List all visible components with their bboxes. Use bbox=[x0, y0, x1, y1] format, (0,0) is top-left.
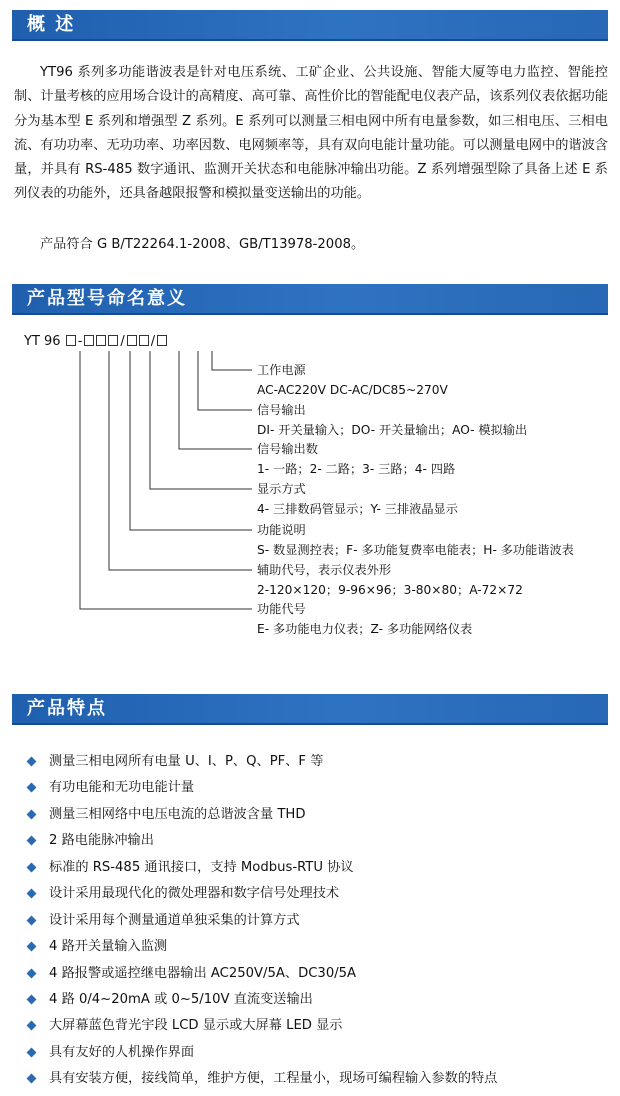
leader-line-power bbox=[212, 351, 252, 370]
feature-text: 4 路 0/4~20mA 或 0~5/10V 直流变送输出 bbox=[49, 991, 313, 1007]
section-banner-features bbox=[12, 694, 608, 725]
leader-line-display bbox=[150, 351, 252, 489]
section-title-features: 产品特点 bbox=[27, 698, 107, 719]
overview-paragraph: YT96 系列多功能谐波表是针对电压系统、工矿企业、公共设施、智能大厦等电力监控、智能控制、计量考核的应用场合设计的高精度、高可靠、高性价比的智能配电仪表产品，该系列仪表依据功能分为基本型 E 系列和增强型 Z 系列。E 系列可以测量三相电网中所有电量参数，如三相电压、三相电流、有功功率、无功功率、功率因数、电网频率等，具有双向电能计量功能。可以测量电网中的谐波含量，并具有 RS-485 数字通讯、监测开关状态和电能脉冲输出功能。Z 系列增强型除了具备上述 E 系列仪表的功能外，还具备越限报警和模拟量变送输出的功能。 bbox=[14, 65, 608, 202]
feature-item bbox=[27, 937, 497, 963]
feature-item bbox=[27, 752, 497, 778]
label-power: 工作电源 bbox=[257, 363, 306, 377]
diamond-bullet-icon bbox=[27, 862, 37, 872]
feature-text: 设计采用最现代化的微处理器和数字信号处理技术 bbox=[49, 886, 340, 902]
feature-item bbox=[27, 1069, 497, 1095]
section-title-overview: 概 述 bbox=[27, 14, 76, 35]
label-function: 功能说明 bbox=[257, 523, 306, 537]
feature-item bbox=[27, 805, 497, 831]
feature-text: 测量三相网络中电压电流的总谐波含量 THD bbox=[49, 806, 306, 822]
code-dash: - bbox=[77, 334, 83, 349]
label-function-options: S- 数显测控表；F- 多功能复费率电能表；H- 多功能谐波表 bbox=[257, 543, 574, 557]
diamond-bullet-icon bbox=[27, 836, 37, 846]
label-display-options: 4- 三排数码管显示；Y- 三排液晶显示 bbox=[257, 502, 458, 516]
feature-item bbox=[27, 778, 497, 804]
model-prefix: YT 96 bbox=[24, 334, 61, 349]
code-slash-1: / bbox=[120, 334, 125, 349]
label-output-count: 信号输出数 bbox=[257, 442, 318, 456]
diamond-bullet-icon bbox=[27, 968, 37, 978]
leader-line-function bbox=[130, 351, 252, 530]
label-function-code-options: E- 多功能电力仪表；Z- 多功能网络仪表 bbox=[257, 622, 473, 636]
feature-item bbox=[27, 884, 497, 910]
label-aux-code-options: 2-120×120；9-96×96；3-80×80；A-72×72 bbox=[257, 583, 523, 597]
diamond-bullet-icon bbox=[27, 757, 37, 767]
feature-list bbox=[27, 752, 497, 1096]
label-display: 显示方式 bbox=[257, 482, 306, 496]
diamond-bullet-icon bbox=[27, 809, 37, 819]
feature-item bbox=[27, 1016, 497, 1042]
diamond-bullet-icon bbox=[27, 915, 37, 925]
diamond-bullet-icon bbox=[27, 1021, 37, 1031]
label-power-options: AC-AC220V DC-AC/DC85~270V bbox=[257, 383, 448, 397]
section-title-model: 产品型号命名意义 bbox=[27, 288, 187, 309]
feature-text: 4 路报警或遥控继电器输出 AC250V/5A、DC30/5A bbox=[49, 965, 357, 981]
feature-text: 4 路开关量输入监测 bbox=[49, 939, 168, 955]
code-slash-2: / bbox=[150, 334, 156, 349]
feature-item bbox=[27, 858, 497, 884]
feature-item bbox=[27, 831, 497, 857]
feature-text: 有功电能和无功电能计量 bbox=[49, 780, 195, 796]
feature-text: 测量三相电网所有电量 U、I、P、Q、PF、F 等 bbox=[49, 754, 324, 769]
standard-compliance: 产品符合 G B/T22264.1-2008、GB/T13978-2008。 bbox=[40, 237, 365, 252]
diamond-bullet-icon bbox=[27, 889, 37, 899]
leader-line-output-count bbox=[179, 351, 252, 449]
diamond-bullet-icon bbox=[27, 942, 37, 952]
feature-text: 具有安装方便，接线简单，维护方便，工程量小，现场可编程输入参数的特点 bbox=[49, 1071, 498, 1087]
label-signal-output: 信号输出 bbox=[257, 403, 306, 417]
feature-text: 设计采用每个测量通道单独采集的计算方式 bbox=[49, 912, 300, 928]
feature-text: 大屏幕蓝色背光宇段 LCD 显示或大屏幕 LED 显示 bbox=[49, 1018, 343, 1034]
diamond-bullet-icon bbox=[27, 994, 37, 1004]
label-function-code: 功能代号 bbox=[257, 602, 306, 616]
feature-item bbox=[27, 964, 497, 990]
label-signal-output-options: DI- 开关量输入；DO- 开关量输出；AO- 模拟输出 bbox=[257, 423, 528, 437]
diamond-bullet-icon bbox=[27, 783, 37, 793]
label-output-count-options: 1- 一路；2- 二路；3- 三路；4- 四路 bbox=[257, 462, 456, 476]
diamond-bullet-icon bbox=[27, 1047, 37, 1057]
diamond-bullet-icon bbox=[27, 1074, 37, 1084]
leader-line-signal-output bbox=[198, 351, 252, 410]
feature-item bbox=[27, 911, 497, 937]
feature-item bbox=[27, 1043, 497, 1069]
feature-text: 具有友好的人机操作界面 bbox=[49, 1044, 195, 1060]
feature-text: 标准的 RS-485 通讯接口，支持 Modbus-RTU 协议 bbox=[49, 859, 354, 875]
feature-item bbox=[27, 990, 497, 1016]
feature-text: 2 路电能脉冲输出 bbox=[49, 833, 154, 849]
label-aux-code: 辅助代号，表示仪表外形 bbox=[257, 563, 392, 577]
